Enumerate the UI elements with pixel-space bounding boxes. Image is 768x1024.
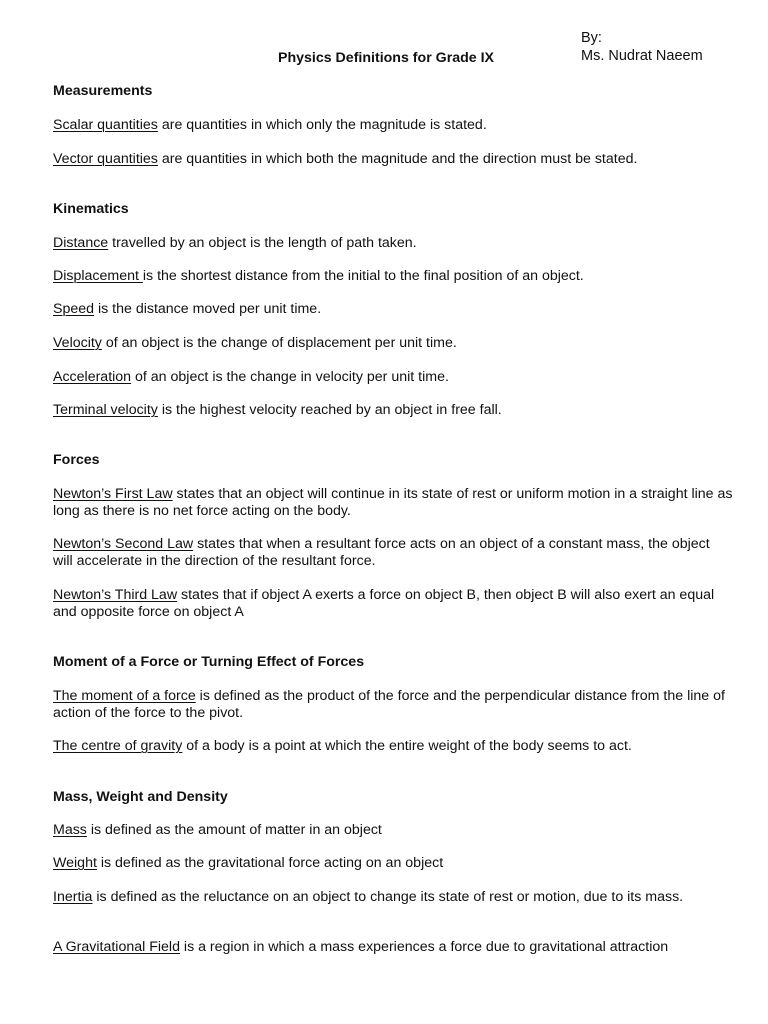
definition-text: is defined as the amount of matter in an object (86, 822, 382, 838)
definition-text: states that when a resultant force acts on an object of a constant mass, the object will accelerate in the direction of the resultant force. (53, 536, 710, 569)
definition-newtons-first-law (53, 486, 733, 520)
section-heading-moment-of-force: Moment of a Force or Turning Effect of Forces (53, 654, 365, 670)
definition-centre-of-gravity (53, 738, 733, 755)
definition-term: Inertia (53, 889, 93, 905)
definition-acceleration (53, 369, 733, 386)
definition-term: The moment of a force (53, 688, 196, 704)
definition-term: Vector quantities (53, 151, 158, 167)
definition-text: of an object is the change in velocity per unit time. (131, 369, 449, 385)
document-title: Physics Definitions for Grade IX (277, 50, 495, 66)
definition-term: Acceleration (53, 369, 132, 385)
definition-inertia (53, 889, 733, 906)
definition-text: states that if object A exerts a force on object B, then object B will also exert an equal and opposite force on object A (53, 587, 715, 620)
definition-text: is defined as the product of the force and the perpendicular distance from the line of action of the force to the pivot. (53, 688, 725, 721)
author-name: Ms. Nudrat Naeem (581, 48, 703, 64)
definition-gravitational-field (53, 939, 733, 956)
definition-term: Speed (53, 301, 95, 317)
definition-term: Displacement (53, 268, 143, 284)
definition-moment-of-force (53, 688, 733, 722)
definition-text: of an object is the change of displacement per unit time. (101, 335, 457, 351)
section-heading-measurements: Measurements (53, 83, 153, 99)
definition-distance (53, 235, 733, 252)
section-heading-mass-weight-density: Mass, Weight and Density (53, 789, 228, 805)
definition-velocity (53, 335, 733, 352)
by-label: By: (581, 30, 602, 46)
definition-text: are quantities in which only the magnitude is stated. (157, 117, 487, 133)
definition-text: is the distance moved per unit time. (94, 301, 322, 317)
definition-speed (53, 301, 733, 318)
definition-text: states that an object will continue in its state of rest or uniform motion in a straight line as long as there is no net force acting on the body. (53, 486, 733, 519)
definition-term: Weight (53, 855, 97, 871)
section-heading-kinematics: Kinematics (53, 201, 129, 217)
definition-term: The centre of gravity (53, 738, 183, 754)
definition-newtons-third-law (53, 587, 733, 621)
definition-term: Newton’s Third Law (53, 587, 178, 603)
definition-term: A Gravitational Field (53, 939, 180, 955)
definition-term: Terminal velocity (53, 402, 158, 418)
definition-term: Distance (53, 235, 109, 251)
definition-text: is a region in which a mass experiences a force due to gravitational attraction (179, 939, 669, 955)
definition-displacement (53, 268, 733, 285)
definition-newtons-second-law (53, 536, 733, 570)
definition-text: of a body is a point at which the entire weight of the body seems to act. (182, 738, 632, 754)
definition-vector-quantities (53, 151, 733, 168)
definition-mass (53, 822, 733, 839)
definition-term: Newton’s First Law (53, 486, 173, 502)
section-heading-forces: Forces (53, 452, 100, 468)
definition-text: is the shortest distance from the initial to the final position of an object. (142, 268, 584, 284)
definition-term: Velocity (53, 335, 102, 351)
definition-weight (53, 855, 733, 872)
definition-terminal-velocity (53, 402, 733, 419)
definition-text: is defined as the reluctance on an object to change its state of rest or motion, due to its mass. (92, 889, 684, 905)
definition-text: travelled by an object is the length of path taken. (108, 235, 417, 251)
definition-text: is defined as the gravitational force acting on an object (96, 855, 444, 871)
definition-term: Scalar quantities (53, 117, 158, 133)
definition-text: is the highest velocity reached by an object in free fall. (157, 402, 502, 418)
definition-term: Mass (53, 822, 87, 838)
definition-term: Newton’s Second Law (53, 536, 194, 552)
definition-text: are quantities in which both the magnitude and the direction must be stated. (157, 151, 638, 167)
definition-scalar-quantities (53, 117, 733, 134)
